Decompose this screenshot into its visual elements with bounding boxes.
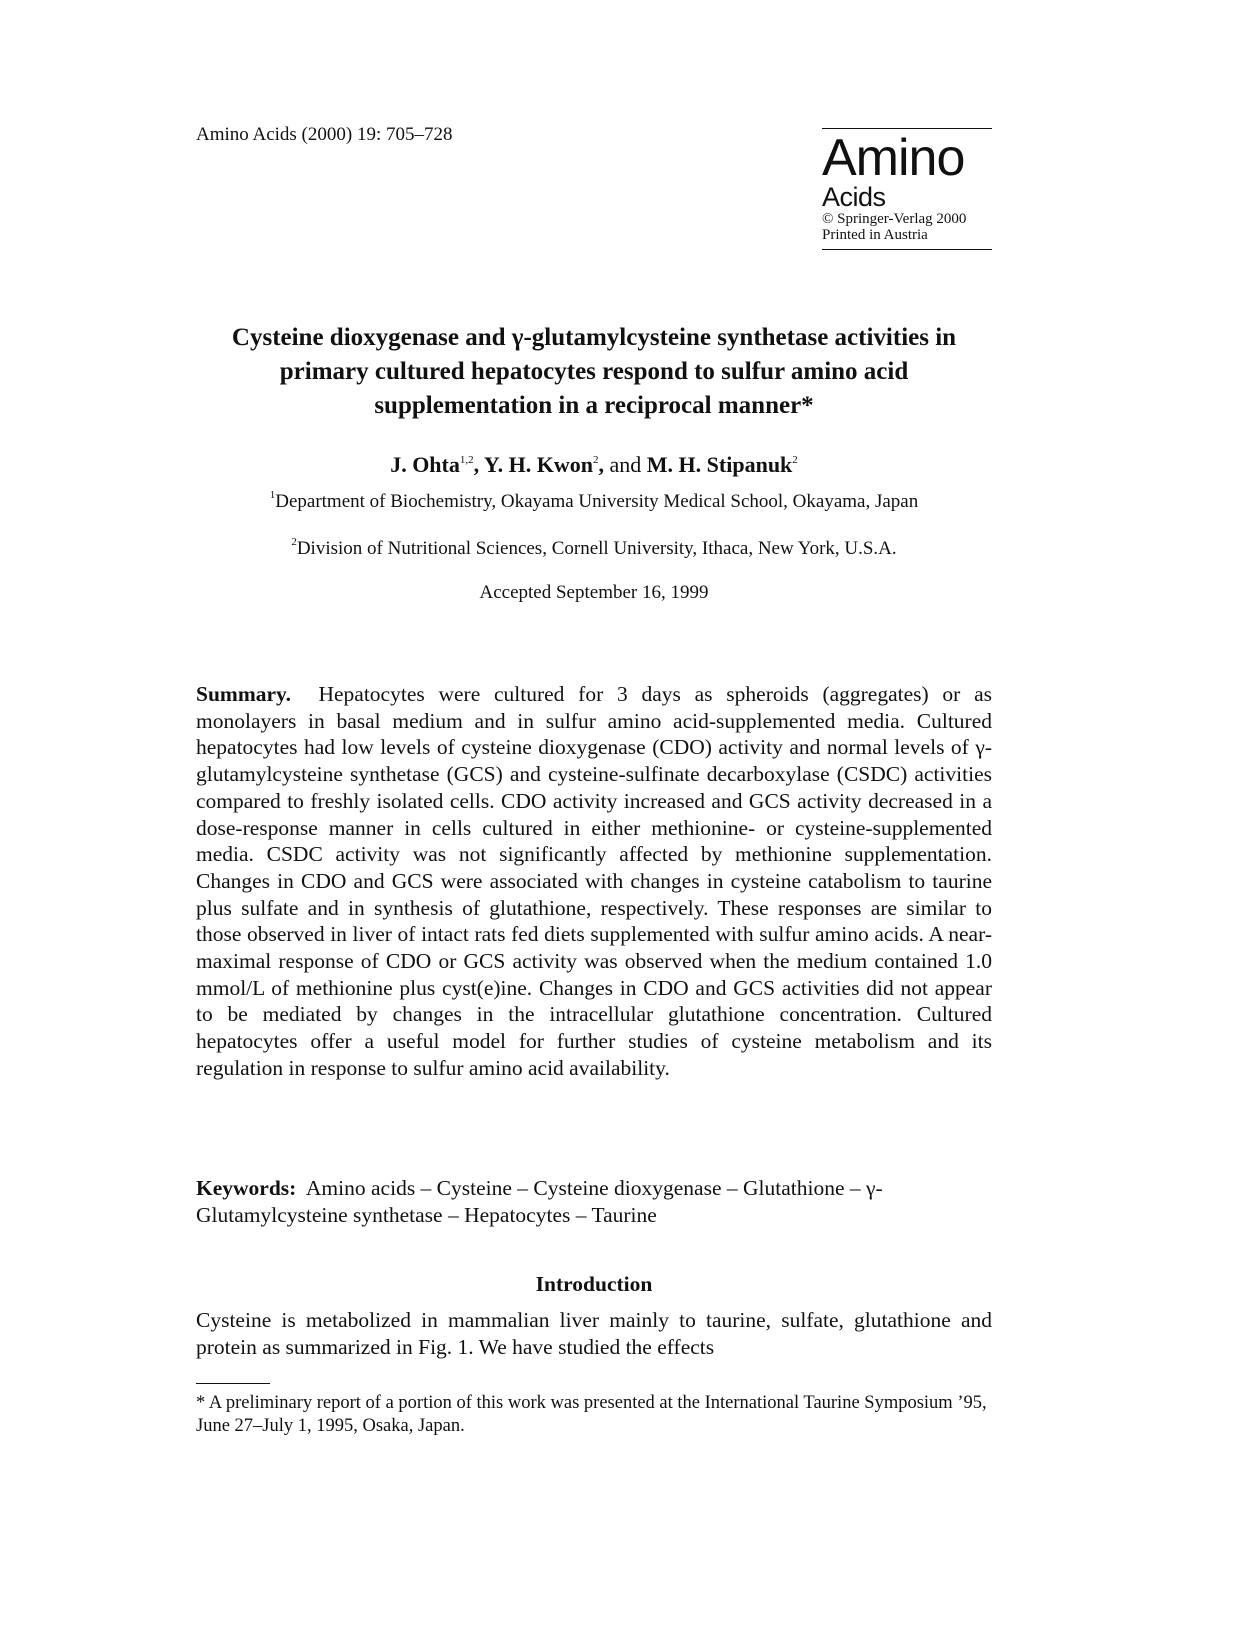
author-name: J. Ohta	[390, 452, 460, 477]
author-affiliation-mark: 2	[792, 454, 798, 466]
introduction-paragraph: Cysteine is metabolized in mammalian liver mainly to taurine, sulfate, glutathione and protein as summarized in Fig. 1. We have studied the effects	[196, 1308, 992, 1359]
author-conjunction: and	[609, 452, 642, 477]
logo-printed: Printed in Austria	[822, 227, 928, 243]
journal-citation: Amino Acids (2000) 19: 705–728	[196, 124, 453, 145]
author-affiliation-mark: 1,2	[459, 454, 474, 466]
journal-logo	[822, 128, 992, 250]
accepted-date: Accepted September 16, 1999	[479, 582, 709, 603]
footnote: * A preliminary report of a portion of this work was presented at the International Taurine Symposium ’95, June 27–July 1, 1995, Osaka, Japan.	[196, 1393, 987, 1436]
affiliation-text: Division of Nutritional Sciences, Cornell University, Ithaca, New York, U.S.A.	[296, 538, 897, 559]
affiliation-text: Department of Biochemistry, Okayama University Medical School, Okayama, Japan	[275, 491, 919, 512]
summary-label: Summary.	[196, 682, 291, 706]
keywords-paragraph	[196, 1175, 992, 1228]
keywords-text: Amino acids – Cysteine – Cysteine dioxygenase – Glutathione – γ-Glutamylcysteine synthetase – Hepatocytes – Taurine	[196, 1176, 883, 1227]
author-name: M. H. Stipanuk	[646, 452, 793, 477]
affiliation-mark: 2	[291, 536, 297, 548]
paper-title: Cysteine dioxygenase and γ-glutamylcysteine synthetase activities in primary cultured hepatocytes respond to sulfur amino acid supplementation in a reciprocal manner*	[231, 324, 957, 419]
summary-paragraph	[196, 681, 992, 1082]
author-name: Y. H. Kwon	[483, 452, 594, 477]
author-list: J. Ohta$^{1,2}$, Y. H. Kwon$^2$, and M. H. Stipanuk$^2$	[390, 452, 798, 477]
affiliation-mark: 1	[269, 489, 276, 501]
author-affiliation-mark: 2	[593, 454, 599, 466]
logo-amino-text: Amino	[822, 129, 965, 187]
section-heading-introduction: Introduction	[535, 1272, 653, 1296]
logo-copyright: © Springer-Verlag 2000	[822, 211, 967, 227]
keywords-label: Keywords:	[196, 1176, 297, 1200]
footnote-rule	[196, 1383, 270, 1384]
summary-text: Hepatocytes were cultured for 3 days as spheroids (aggregates) or as monolayers in basal medium and in sulfur amino acid-supplemented media. Cultured hepatocytes had low levels of cysteine dioxygenase (CDO) activity and normal levels of γ-glutamylcysteine synthetase (GCS) and cysteine-sulfinate decarboxylase (CSDC) activities compared to freshly isolated cells. CDO activity increased and GCS activity decreased in a dose-response manner in cells cultured in either methionine- or cysteine-supplemented media. CSDC activity was not significantly affected by methionine supplementation. Changes in CDO and GCS were associated with changes in cysteine catabolism to taurine plus sulfate and in synthesis of glutathione, respectively. These responses are similar to those observed in liver of intact rats fed diets supplemented with sulfur amino acids. A near-maximal response of CDO or GCS activity was observed when the medium contained 1.0 mmol/L of methionine plus cyst(e)ine. Changes in CDO and GCS activities did not appear to be mediated by changes in the intracellular glutathione concentration. Cultured hepatocytes offer a useful model for further studies of cysteine metabolism and its regulation in response to sulfur amino acid availability.	[196, 682, 992, 1080]
logo-acids-text: Acids	[822, 182, 886, 212]
affiliation-1	[196, 490, 992, 513]
affiliation-2	[196, 537, 992, 560]
